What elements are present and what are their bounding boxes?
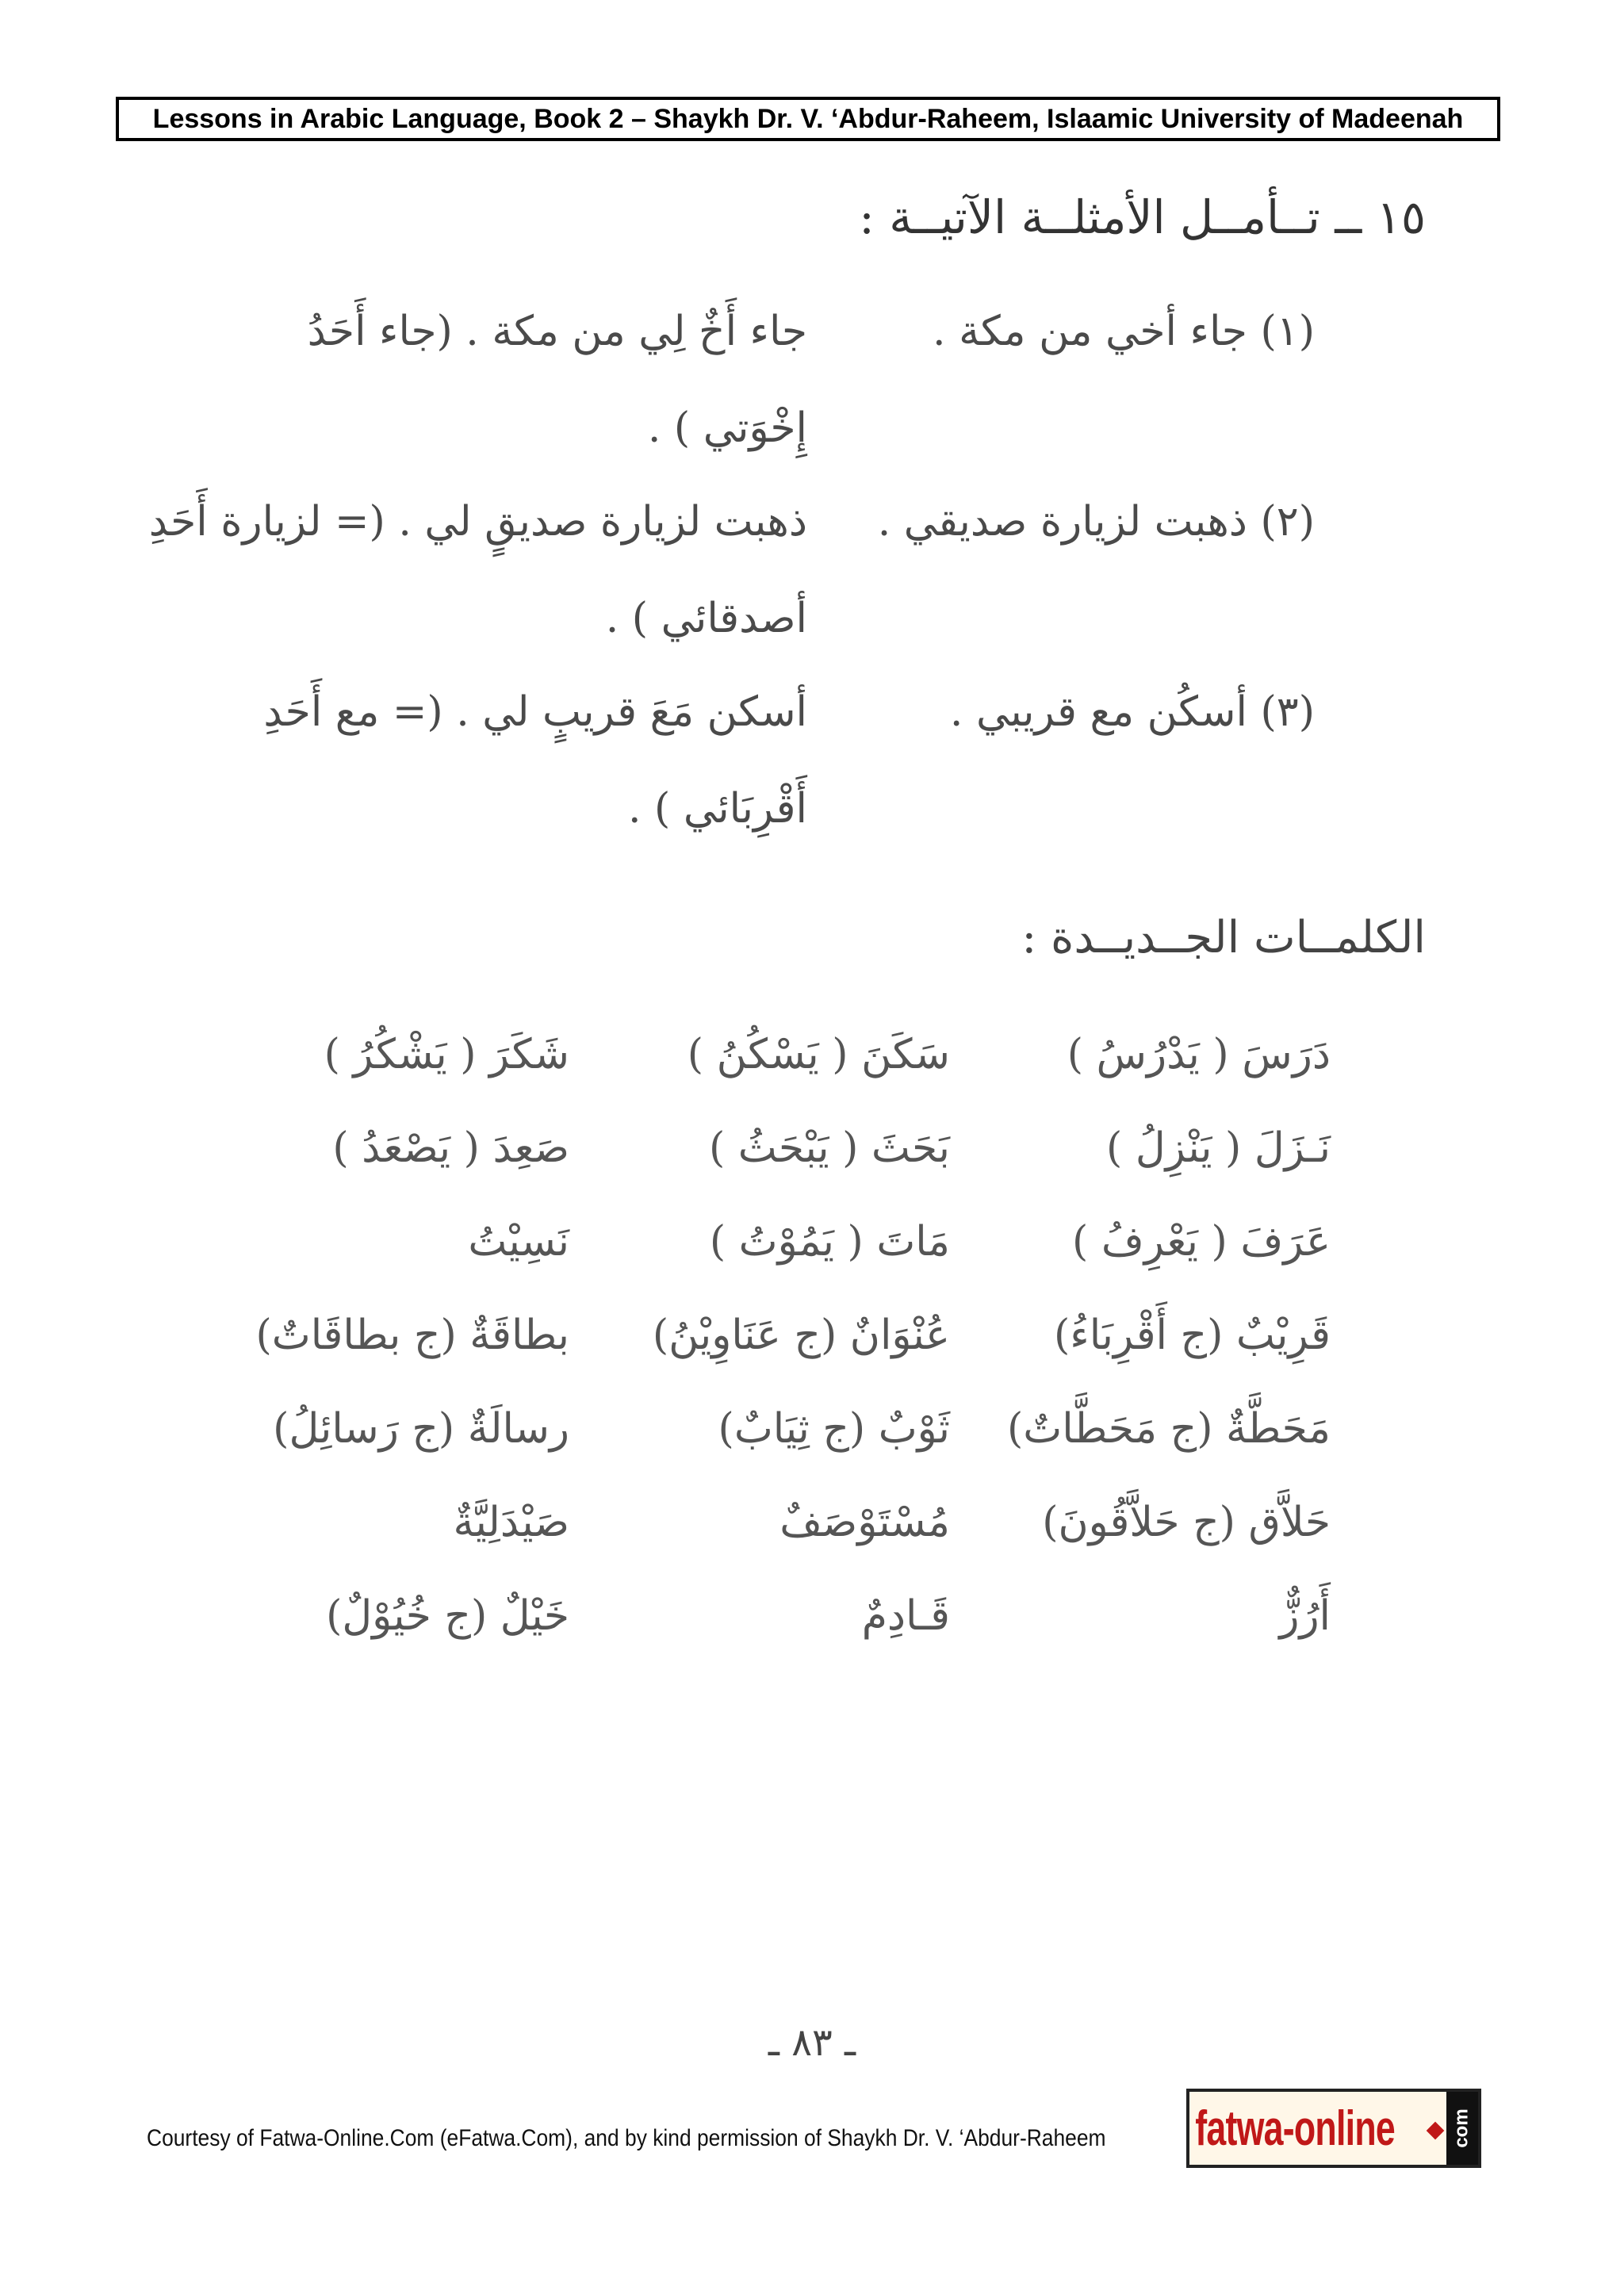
- example-1-sentence: [839, 308, 1315, 355]
- vocab-r7-c1: أَرُزٌّ: [1279, 1592, 1331, 1640]
- page-number: ـ ٨٣ ـ: [768, 2020, 856, 2065]
- vocab-r1-c3: شَكَرَ ( يَشْكُرُ ): [324, 1031, 569, 1078]
- example-1-equivalent-cont: إِخْوَتي ) .: [647, 404, 807, 452]
- example-3-text: أسكُن مع قريبي .: [949, 688, 1247, 736]
- vocab-r1-c1: دَرَسَ ( يَدْرُسُ ): [1067, 1031, 1331, 1078]
- example-2-text: ذهبت لزيارة صديقي .: [877, 498, 1247, 546]
- logo-suffix: com: [1446, 2092, 1478, 2165]
- vocab-r6-c2: مُسْتَوْصَفٌ: [779, 1499, 950, 1546]
- vocab-r5-c1: مَحَطَّةٌ (ج مَحَطَّاتٌ): [1006, 1405, 1331, 1453]
- vocab-r2-c3: صَعِدَ ( يَصْعَدُ ): [332, 1124, 569, 1172]
- logo-dot-icon: [1427, 2122, 1445, 2140]
- vocab-r7-c2: قَـادِمٌ: [861, 1592, 950, 1640]
- footer-credit: Courtesy of Fatwa-Online.Com (eFatwa.Com), and by kind permission of Shaykh Dr. V. ‘Abdur-Raheem: [147, 2125, 1106, 2151]
- vocab-r5-c3: رسالَةٌ (ج رَسائِلُ): [273, 1405, 569, 1453]
- vocab-r5-c2: ثَوْبٌ (ج ثِيَابٌ): [718, 1405, 950, 1453]
- example-3-equivalent-cont: أَقْرِبَائي ) .: [627, 785, 807, 833]
- vocab-r2-c1: نَـزَلَ ( يَنْزِلُ ): [1106, 1124, 1331, 1172]
- header-title: Lessons in Arabic Language, Book 2 – Shaykh Dr. V. ‘Abdur-Raheem, Islaamic University of Madeenah: [152, 103, 1464, 134]
- vocab-r4-c2: عُنْوَانٌ (ج عَنَاوِيْنُ): [652, 1312, 950, 1359]
- example-3-equivalent: أسكن مَعَ قريبٍ لي . (= مع أَحَدِ: [263, 688, 807, 736]
- section-title: ١٥ ــ تــأمــل الأمثلــة الآتيــة :: [859, 190, 1426, 244]
- example-3-sentence: [839, 688, 1315, 736]
- vocab-r6-c3: صَيْدَلِيَّةٌ: [453, 1499, 569, 1546]
- vocab-r4-c1: قَرِيْبٌ (ج أَقْرِبَاءُ): [1053, 1312, 1331, 1359]
- vocab-r4-c3: بطاقَةٌ (ج بطاقَاتٌ): [255, 1312, 569, 1359]
- example-3-number: (٣): [1260, 688, 1315, 736]
- vocabulary-title: الكلمــات الجــديــدة :: [1021, 912, 1426, 963]
- fatwa-online-logo[interactable]: [1186, 2089, 1481, 2168]
- vocab-r3-c1: عَرَفَ ( يَعْرِفُ ): [1072, 1218, 1331, 1266]
- document-header: [116, 97, 1500, 141]
- example-2-equivalent-cont: أصدقائي ) .: [605, 595, 807, 642]
- example-1-number: (١): [1260, 308, 1315, 355]
- example-2-number: (٢): [1260, 498, 1315, 546]
- vocab-r6-c1: حَلاَّق (ج حَلاَّقُونَ): [1042, 1499, 1331, 1546]
- vocab-r3-c2: مَاتَ ( يَمُوْتُ ): [709, 1218, 950, 1266]
- vocab-r3-c3: نَسِيْتُ: [468, 1218, 569, 1266]
- vocab-r7-c3: خَيْلٌ (ج خُيُوْلٌ): [326, 1592, 569, 1640]
- vocab-r1-c2: سَكَنَ ( يَسْكُنُ ): [687, 1031, 950, 1078]
- example-1-equivalent: جاء أَخٌ لِي من مكة . (جاء أَحَدُ: [307, 308, 807, 355]
- example-2-equivalent: ذهبت لزيارة صديقٍ لي . (= لزيارة أَحَدِ: [148, 498, 807, 546]
- vocab-r2-c2: بَحَثَ ( يَبْحَثُ ): [708, 1124, 950, 1172]
- example-1-text: جاء أخي من مكة .: [933, 308, 1247, 355]
- logo-text: fatwa-online: [1195, 2101, 1395, 2156]
- example-2-sentence: [839, 498, 1315, 546]
